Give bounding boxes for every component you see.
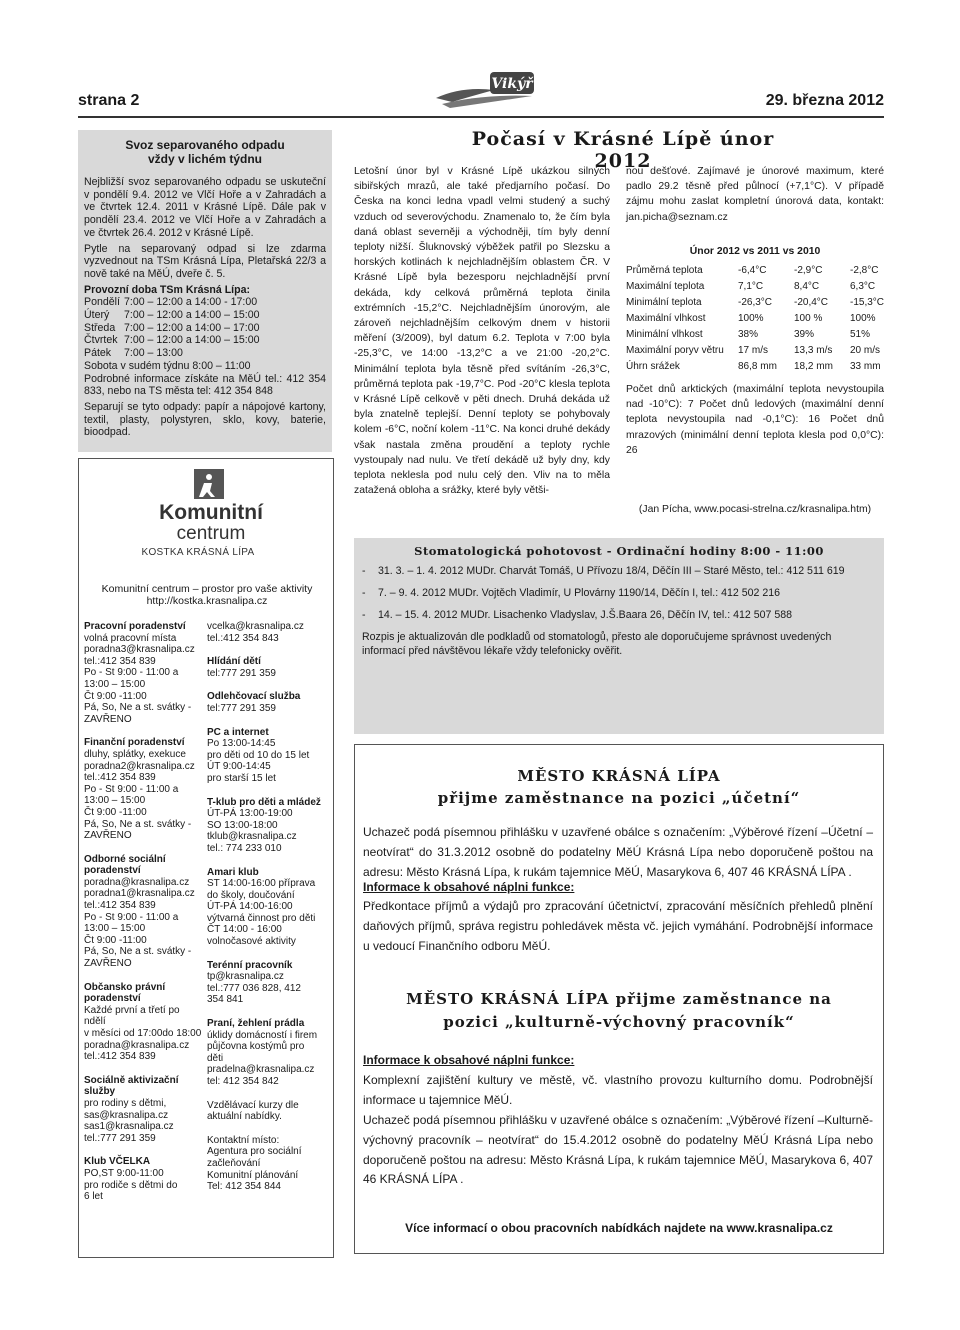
kc-service-line: v měsíci od 17:00do 18:00 (84, 1028, 202, 1039)
kc-service (207, 797, 331, 855)
kc-service-line: volnočasové aktivity (207, 936, 296, 948)
weather-metric: Minimální teplota (626, 296, 702, 308)
kc-url[interactable]: http://kostka.krasnalipa.cz (146, 595, 268, 607)
kc-service-line: ST 14:00-16:00 příprava (207, 878, 316, 890)
kc-service-line: do školy, doučování (207, 889, 295, 901)
kc-service-line: ÚT-PÁ 14:00-16:00 (207, 901, 293, 913)
kc-intro: Komunitní centrum – prostor pro vaše aktivity http://kostka.krasnalipa.cz (79, 583, 335, 607)
kc-service-line: sas1@krasnalipa.cz (84, 1121, 174, 1133)
kc-service (207, 656, 331, 679)
weather-metric: Maximální teplota (626, 280, 705, 292)
kc-service-title: PC a internet (207, 726, 269, 738)
kc-service (207, 727, 331, 785)
weather-value: 13,3 m/s (794, 344, 833, 356)
weather-title: Počasí v Krásné Lípě únor 2012 (471, 128, 775, 172)
kc-service (84, 621, 204, 725)
job2-duties-text: Komplexní zajištění kultury ve městě, vč. vlastního provozu kulturního domu. Podrobnější informace u tajemnice MěÚ. (363, 1073, 873, 1107)
kc-service-title: Sociálně aktivizační služby (84, 1074, 179, 1098)
kc-service-line: poradna1@krasnalipa.cz (84, 888, 195, 900)
weather-value: -2,8°C (850, 264, 879, 276)
kc-service-line: začleňování (207, 1157, 261, 1169)
kc-service-line: ČT 14:00 - 16:00 (207, 924, 282, 936)
community-center-box (78, 458, 334, 1258)
weather-metric: Úhrn srážek (626, 360, 680, 372)
weather-value: -20,4°C (794, 296, 829, 308)
kc-service-line: Čt 9:00 -11:00 (84, 934, 147, 946)
kc-service (84, 1075, 204, 1145)
weather-row (626, 294, 900, 310)
kc-services-col-1 (84, 621, 204, 1215)
kc-service-line: 13:00 – 15:00 (84, 678, 146, 690)
kc-name-2: centrum (176, 523, 246, 544)
kc-service-line: sas@krasnalipa.cz (84, 1109, 169, 1121)
hours-day: Pátek (84, 347, 112, 360)
kc-service-line: tel.:777 291 359 (84, 1132, 156, 1144)
weather-value: 17 m/s (738, 344, 769, 356)
dental-item (362, 608, 876, 622)
kc-service-line: Po - St 9:00 - 11:00 a (84, 667, 179, 679)
kc-service-line: aktuální nabídky. (207, 1111, 282, 1123)
kc-service-line: pro starší 15 let (207, 772, 276, 784)
kc-service (84, 854, 204, 970)
dental-list (362, 564, 876, 622)
kc-service-line: Po - St 9:00 - 11:00 a (84, 911, 179, 923)
weather-value: 51% (850, 328, 871, 340)
kc-service-line: poradna@krasnalipa.cz (84, 876, 190, 888)
kc-service-line: Vzdělávací kurzy dle (207, 1099, 299, 1111)
waste-bags-text: Pytle na separovaný odpad si lze zdarma vyzvednout na TSm Krásná Lípa, Pletařská 22/3 a nově také na MěÚ, dveře č. 5. (84, 242, 326, 280)
weather-value: 100% (850, 312, 876, 324)
kc-service-line: ZAVŘENO (84, 830, 132, 842)
kc-service-line: pro děti od 10 do 15 let (207, 749, 310, 761)
kc-service (207, 1135, 331, 1193)
kc-service-line: tel: 412 354 842 (207, 1076, 279, 1087)
kc-service-line: Kontaktní místo: (207, 1134, 280, 1146)
kc-service-line: ÚT-PÁ 13:00-19:00 (207, 808, 293, 820)
hours-day: Středa (84, 321, 116, 334)
dental-item-text: 14. – 15. 4. 2012 MUDr. Lisachenko Vladyslav, J.Š.Baara 26, Děčín IV, tel.: 412 507 588 (378, 609, 792, 621)
kc-service-line: výtvarná činnost pro děti (207, 912, 316, 924)
kc-service-line: Po 13:00-14:45 (207, 738, 276, 750)
saturday-hours: Sobota v sudém týdnu 8:00 – 11:00 (84, 359, 251, 372)
waste-separate: Separují se tyto odpady: papír a nápojové kartony, textil, plasty, polystyren, sklo, kovy, baterie, bioodpad. (84, 400, 326, 439)
vikyr-logo (432, 68, 540, 112)
kc-service-line: Čt 9:00 -11:00 (84, 806, 147, 818)
kc-service-title: Pracovní poradenství (84, 621, 186, 632)
weather-metric: Maximální poryv větru (626, 344, 724, 356)
kc-service-line: Pá, So, Ne a st. svátky - (84, 702, 192, 714)
kc-service-line: Tel: 412 354 844 (207, 1181, 281, 1193)
kc-service-line: půjčovna kostýmů pro (207, 1041, 305, 1053)
kc-service (207, 691, 331, 714)
job-offers-box (354, 744, 884, 1254)
weather-value: -2,9°C (794, 264, 823, 276)
kc-service-line: 13:00 – 15:00 (84, 795, 146, 807)
waste-title: Svoz separovaného odpadu vždy v lichém týdnu (125, 138, 285, 166)
kc-service (84, 737, 204, 841)
header-rule (78, 116, 884, 118)
svg-text:Vikýř: Vikýř (491, 76, 533, 92)
kc-service-title: Občansko právní poradenství (84, 981, 166, 1005)
weather-value: 18,2 mm (794, 360, 833, 372)
kc-service-line: pro rodiny s dětmi, (84, 1097, 167, 1109)
kc-service (207, 867, 331, 948)
hours-time: 7:00 – 12:00 a 14:00 – 15:00 (124, 309, 260, 322)
kc-service-line: tel.:412 354 843 (207, 632, 279, 644)
kc-service-line: vcelka@krasnalipa.cz (207, 621, 304, 632)
hours-list (84, 296, 326, 360)
kc-service (207, 1018, 331, 1088)
job2-info-heading: Informace k obsahové náplni funkce: (363, 1053, 575, 1067)
kc-service-line: Čt 9:00 -11:00 (84, 690, 147, 702)
weather-value: 8,4°C (794, 280, 820, 292)
weather-value: 7,1°C (738, 280, 764, 292)
page-number: strana 2 (78, 92, 140, 109)
weather-value: 6,3°C (850, 280, 876, 292)
dental-item (362, 586, 876, 600)
weather-source: (Jan Pícha, www.pocasi-strelna.cz/krasnalipa.htm) (638, 504, 872, 515)
kc-service-line: poradna3@krasnalipa.cz (84, 644, 195, 656)
kc-service-title: Amari klub (207, 866, 259, 878)
weather-facts: Počet dnů arktických (maximální teplota nevystoupila nad -10°C): 7 Počet dnů ledových (maximální denní teplota nevystoupila nad -0,1°C): 16 Počet dnů mrazových (minimální denní teplota klesla pod 0,0°C): 26 (626, 384, 884, 456)
kc-service-title: Hlídání dětí (207, 656, 261, 668)
issue-date: 29. března 2012 (765, 92, 884, 109)
weather-row (626, 262, 900, 278)
dental-title: Stomatologická pohotovost - Ordinační hodiny 8:00 - 11:00 (414, 544, 824, 558)
weather-text-col-2: nou dešťové. Zajímavé je únorové maximum, které padlo 29.2 těsně před půlnocí (+7,1°C). V případě zájmu mohu zaslat kompletní únorová data, kontakt: jan.picha@seznam.cz (626, 166, 884, 223)
kc-service-line: Komunitní plánování (207, 1169, 299, 1181)
waste-schedule-text: Nejbližší svoz separovaného odpadu se uskuteční v pondělí 9.4. 2012 ve Vlčí Hoře a v Zahradách a ve čtvrtek 12.4. 2011 v Krásné Lípě. Dále pak v pondělí 23.4. 2012 ve Vlčí Hoře a v Zahradách a ve čtvrtek 26.4. 2012 v Krásné Lípě. (84, 176, 326, 239)
dental-emergency-box (354, 538, 884, 734)
dash-bullet: - (362, 587, 366, 599)
weather-row (626, 358, 900, 374)
waste-collection-box (78, 130, 332, 452)
dental-note: Rozpis je aktualizován dle podkladů od stomatologů, přesto ale doporučujeme správnost uvedených informací před návštěvou lékaře vždy telefonicky ověřit. (362, 631, 832, 657)
kc-service-line: tel.:412 354 839 (84, 1051, 156, 1063)
kc-service-line: tklub@krasnalipa.cz (207, 831, 297, 843)
kc-service-line: volná pracovní místa (84, 632, 177, 644)
weather-value: 38% (738, 328, 759, 340)
kc-service-line: Po - St 9:00 - 11:00 a (84, 783, 179, 795)
weather-value: 100 % (794, 312, 823, 324)
weather-row (626, 278, 900, 294)
kc-service-line: děti (207, 1052, 224, 1064)
job-footer: Více informací o obou pracovních nabídkách najdete na www.krasnalipa.cz (405, 1221, 833, 1235)
weather-table (626, 262, 900, 374)
kc-service (84, 1156, 204, 1202)
weather-text-col-1: Letošní únor byl v Krásné Lípě ukázkou silných sibiřských mrazů, ale také předjarního počasí. Do Česka na konci ledna vpadl velmi studený a suchý vzduch od severovýchodu. Znamenalo to, že čím byla daná oblast severněji a východněji, tím byly denní teploty nižší. Šluknovský výběžek patřil po Slezsku a horských kotlinách k nejchladnějším oblastem ČR. V Krásné Lípě byla bezesporu nejchladnější první dekáda, kdy celková průměrná teplota činila extrémních -15,2°C. Nejchladnějším únorovým, ale zároveň nejchladnějším celkovým dnem v historii měření (3/2009), byl datum 6.2. Teplota v 7:00 byla -25,3°C, ve 14:00 -13,2°C a ve 21:00 -20,2°C. Minimální teplota byla těsně před svítáním -26,3°C, průměrná teplota pak -19,7°C. Pod -20°C klesla teplota v Krásné Lípě celkově v pěti dnech. Druhá dekáda už byla znatelně teplejší. Denní teploty se pohybovaly kolem -6°C, noční kolem -11°C. Na konci druhé dekády však nastala změna proudění a teploty rychle vystoupaly nad nulu. Ve třetí dekádě už byly dny, kdy teplota neklesla pod nulu celý den. Vliv na to měla zatažená obloha a srážky, které byly větši- (354, 166, 610, 497)
job1-info-heading: Informace k obsahové náplni funkce: (363, 880, 575, 894)
kc-service-line: ZAVŘENO (84, 713, 132, 725)
kc-services-col-2 (207, 621, 331, 1205)
weather-value: -6,4°C (738, 264, 767, 276)
weather-row (626, 310, 900, 326)
kc-service-line: tel.:412 354 839 (84, 772, 156, 784)
kc-service (207, 621, 331, 644)
job2-application-text: Uchazeč podá písemnou přihlášku v uzavřené obálce s označením: „Výběrové řízení –Kulturně-výchovný pracovník – neotvírat“ do 15.4.2012 osobně do podatelny MěÚ Krásná Lípa nebo doporučeně poštou na adresu: Město Krásná Lípa, k rukám tajemnice MěÚ, Masarykova 6, 407 46 KRÁSNÁ LÍPA . (363, 1113, 873, 1187)
kc-service-line: 13:00 – 15:00 (84, 923, 146, 935)
kc-service (84, 982, 204, 1063)
kc-service-line: poradna2@krasnalipa.cz (84, 760, 195, 772)
kc-service-line: SO 13:00-18:00 (207, 819, 278, 831)
hours-row (84, 322, 326, 335)
hours-day: Úterý (84, 309, 110, 322)
weather-metric: Maximální vlhkost (626, 312, 706, 324)
dash-bullet: - (362, 565, 366, 577)
weather-value: 39% (794, 328, 815, 340)
kc-service (207, 960, 331, 1006)
kc-service-line: Pá, So, Ne a st. svátky - (84, 946, 192, 958)
kc-service-title: Praní, žehlení prádla (207, 1018, 305, 1030)
job2-heading-1: MĚSTO KRÁSNÁ LÍPA přijme zaměstnance na (406, 990, 832, 1008)
weather-metric: Průměrná teplota (626, 264, 703, 276)
kc-service (207, 1100, 331, 1123)
dental-item (362, 564, 876, 578)
hours-row (84, 309, 326, 322)
kc-service-line: tel:777 291 359 (207, 667, 276, 679)
kc-service-line: tel.:412 354 839 (84, 900, 156, 912)
hours-time: 7:00 – 12:00 a 14:00 – 17:00 (124, 321, 260, 334)
hours-time: 7:00 – 12:00 a 14:00 – 15:00 (124, 334, 260, 347)
kc-service-line: 6 let (84, 1191, 103, 1203)
waste-info: Podrobné informace získáte na MěÚ tel.: 412 354 833, nebo na TS města tel: 412 354 848 (84, 372, 326, 398)
kc-service-title: Finanční poradenství (84, 737, 185, 749)
weather-value: 86,8 mm (738, 360, 777, 372)
kc-service-line: ndělí (84, 1016, 106, 1028)
dental-item-text: 7. – 9. 4. 2012 MUDr. Vojtěch Vladimír, U Plovárny 1190/14, Děčín I, tel.: 412 502 216 (378, 587, 781, 599)
kc-service-line: 354 841 (207, 994, 244, 1006)
dash-bullet: - (362, 609, 366, 621)
kc-service-line: tp@krasnalipa.cz (207, 971, 284, 983)
kc-service-line: Pá, So, Ne a st. svátky - (84, 818, 192, 830)
weather-row (626, 326, 900, 342)
weather-row (626, 342, 900, 358)
hours-day: Čtvrtek (84, 334, 118, 347)
kc-service-title: Terénní pracovník (207, 959, 293, 971)
kc-service-line: pro rodiče s dětmi do (84, 1179, 178, 1191)
kc-service-line: dluhy, splátky, exekuce (84, 748, 186, 760)
kc-service-title: Odborné sociální poradenství (84, 853, 166, 877)
weather-table-title: Únor 2012 vs 2011 vs 2010 (689, 246, 821, 257)
hours-day: Pondělí (84, 296, 120, 309)
hours-time: 7:00 – 13:00 (124, 347, 183, 360)
kc-service-line: poradna@krasnalipa.cz (84, 1039, 190, 1051)
kc-service-line: tel:777 291 359 (207, 702, 276, 714)
kc-service-line: pradelna@krasnalipa.cz (207, 1064, 315, 1076)
kc-service-line: ZAVŘENO (84, 958, 132, 970)
weather-value: -15,3°C (850, 296, 885, 308)
hours-title: Provozní doba TSm Krásná Lípa: (84, 283, 250, 296)
job1-heading-1: MĚSTO KRÁSNÁ LÍPA (517, 767, 721, 785)
kc-subtitle: KOSTKA KRÁSNÁ LÍPA (141, 547, 255, 558)
kc-name-1: Komunitní (159, 501, 263, 524)
kc-service-title: Klub VČELKA (84, 1156, 151, 1168)
kc-service-line: tel.: 774 233 010 (207, 842, 282, 854)
hours-row (84, 296, 326, 309)
kc-service-title: Odlehčovací služba (207, 691, 301, 703)
kc-service-line: ÚT 9:00-14:45 (207, 761, 271, 773)
kc-service-line: tel.:777 036 828, 412 (207, 982, 301, 994)
dental-item-text: 31. 3. – 1. 4. 2012 MUDr. Charvát Tomáš, U Přívozu 18/4, Děčín III – Staré Město, tel.: 412 511 619 (378, 565, 845, 577)
kc-service-line: PO,ST 9:00-11:00 (84, 1167, 164, 1179)
kc-service-line: tel.:412 354 839 (84, 655, 156, 667)
job1-application-text: Uchazeč podá písemnou přihlášku v uzavřené obálce s označením: „Výběrové řízení –Účetní – neotvírat“ do 31.3.2012 osobně do podatelny MěÚ Krásná Lípa nebo doporučeně poštou na adresu: Město Krásná Lípa, k rukám tajemnice MěÚ, Masarykova 6, 407 46 KRÁSNÁ LÍPA . (363, 825, 873, 879)
job2-heading-2: pozici „kulturně-výchovný pracovník“ (443, 1013, 795, 1031)
weather-metric: Minimální vlhkost (626, 328, 703, 340)
kc-service-title: T-klub pro děti a mládež (207, 796, 321, 808)
weather-value: 20 m/s (850, 344, 881, 356)
job1-heading-2: přijme zaměstnance na pozici „účetní“ (437, 789, 801, 807)
hours-row (84, 334, 326, 347)
hours-row (84, 347, 326, 360)
weather-value: 100% (738, 312, 764, 324)
job1-duties-text: Předkontace příjmů a výdajů pro zpracování účetnictví, zpracování měsíčních přehledů plnění daňových příjmů, správa registru pohledávek města vč. jejich vymáhání. Podrobnější informace u vedoucí Finančního odboru MěÚ. (363, 899, 873, 953)
kc-service-line: Agentura pro sociální (207, 1146, 302, 1158)
hours-time: 7:00 – 12:00 a 14:00 - 17:00 (124, 296, 258, 309)
weather-value: 33 mm (850, 360, 881, 372)
kc-service-line: Každé první a třetí po (84, 1004, 180, 1016)
weather-value: -26,3°C (738, 296, 773, 308)
kc-service-line: úklidy domácností i firem (207, 1029, 318, 1041)
